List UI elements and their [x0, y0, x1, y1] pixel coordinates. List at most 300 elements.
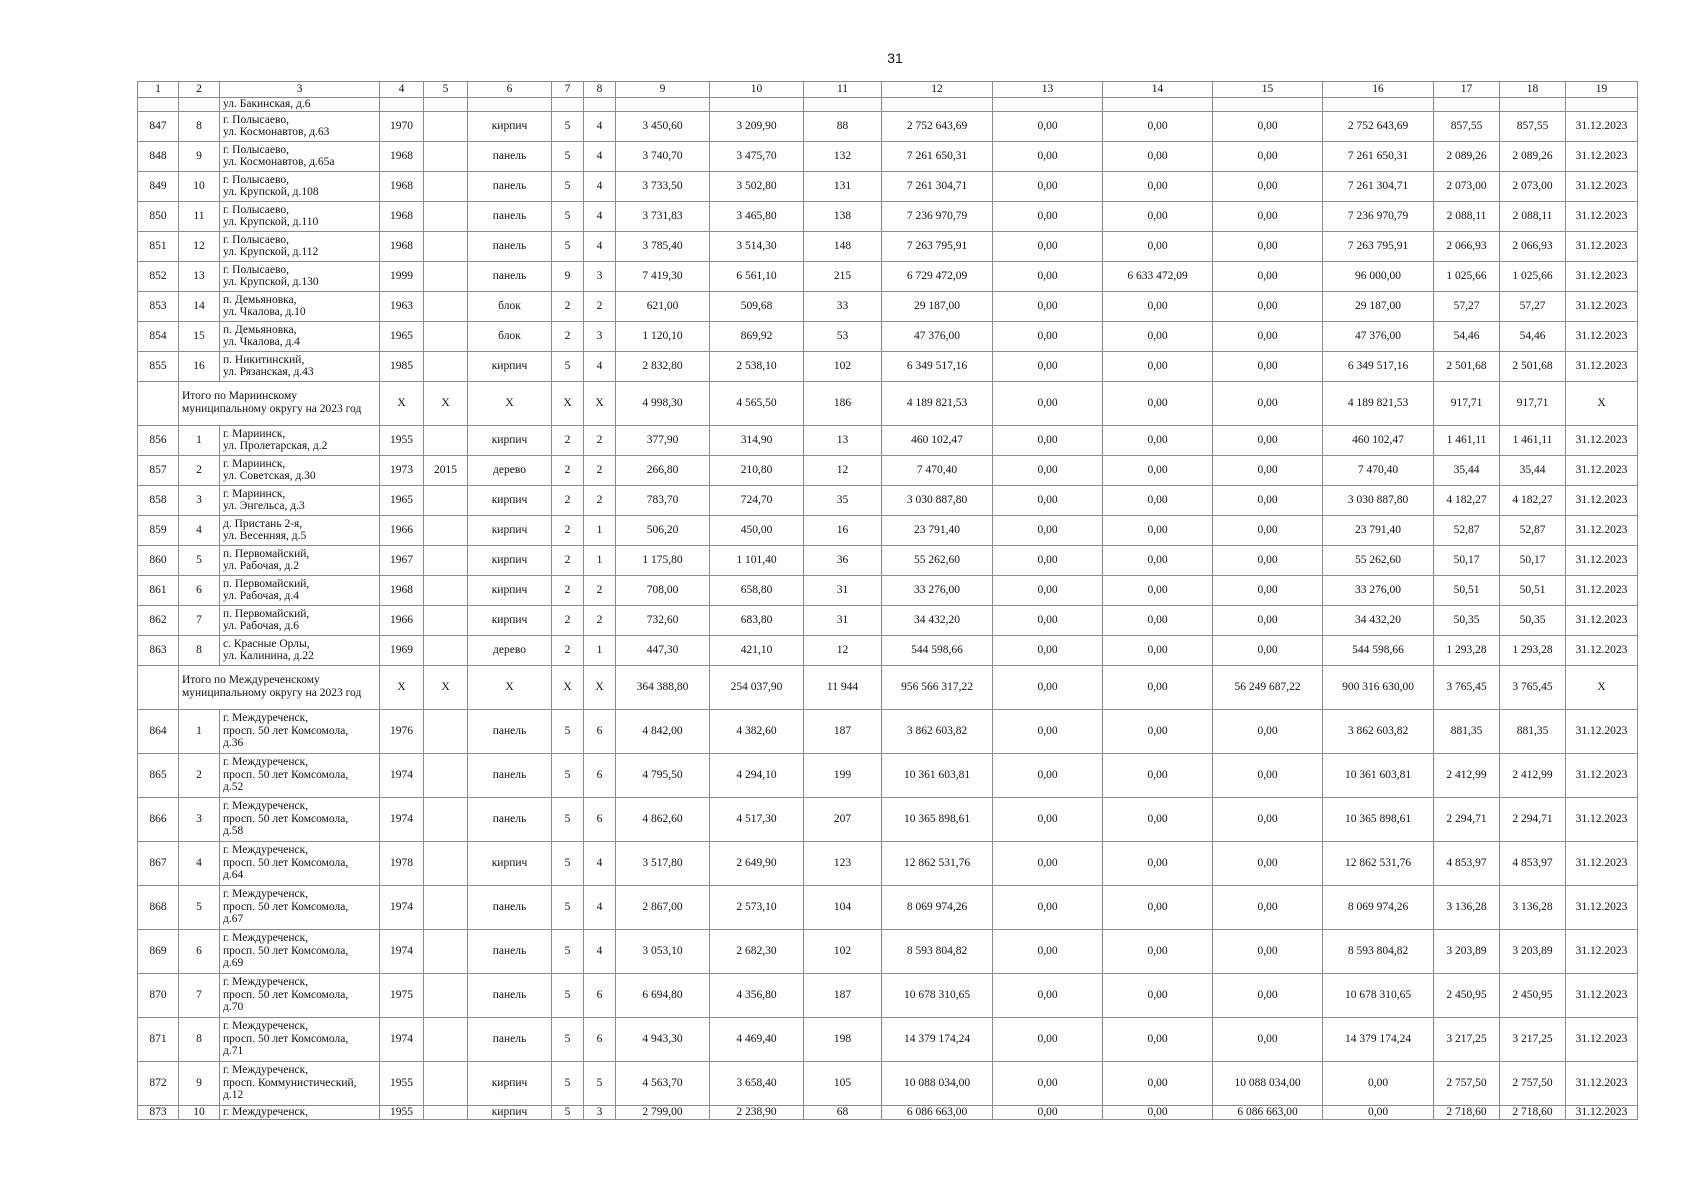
- table-cell: [424, 973, 468, 1017]
- table-cell: 0,00: [1213, 753, 1323, 797]
- table-cell: 5: [552, 841, 584, 885]
- table-cell: 5: [552, 885, 584, 929]
- table-cell: 3 658,40: [710, 1061, 804, 1105]
- table-cell: 2: [179, 753, 220, 797]
- table-cell: 0,00: [1103, 425, 1213, 455]
- table-cell: 4 182,27: [1500, 485, 1566, 515]
- table-cell: 314,90: [710, 425, 804, 455]
- table-cell: 31.12.2023: [1566, 201, 1638, 231]
- table-cell: 5: [552, 929, 584, 973]
- table-cell: 0,00: [1213, 231, 1323, 261]
- address-cell: п. Первомайский, ул. Рабочая, д.4: [220, 575, 380, 605]
- table-cell: 53: [804, 321, 882, 351]
- table-cell: 6 694,80: [616, 973, 710, 1017]
- table-cell: 0,00: [993, 635, 1103, 665]
- table-cell: 4 998,30: [616, 381, 710, 425]
- table-cell: 377,90: [616, 425, 710, 455]
- table-cell: 31.12.2023: [1566, 515, 1638, 545]
- table-cell: 2 501,68: [1434, 351, 1500, 381]
- table-cell: [424, 261, 468, 291]
- empty-cell: [138, 381, 179, 425]
- subtotal-row: [138, 665, 1638, 709]
- table-cell: 1955: [380, 425, 424, 455]
- table-cell: 724,70: [710, 485, 804, 515]
- table-cell: 5: [179, 885, 220, 929]
- table-cell: 6 086 663,00: [882, 1105, 993, 1119]
- table-cell: 849: [138, 171, 179, 201]
- table-cell: 2 757,50: [1500, 1061, 1566, 1105]
- table-cell: дерево: [468, 635, 552, 665]
- table-cell: 0,00: [1103, 885, 1213, 929]
- table-cell: 104: [804, 885, 882, 929]
- column-number-cell: 8: [584, 82, 616, 98]
- table-cell: 1968: [380, 141, 424, 171]
- table-cell: 6 633 472,09: [1103, 261, 1213, 291]
- table-cell: 266,80: [616, 455, 710, 485]
- table-cell: X: [468, 381, 552, 425]
- table-cell: 4 189 821,53: [882, 381, 993, 425]
- table-cell: 621,00: [616, 291, 710, 321]
- table-cell: 2015: [424, 455, 468, 485]
- table-cell: 1974: [380, 885, 424, 929]
- table-cell: 0,00: [1213, 973, 1323, 1017]
- table-cell: 8 593 804,82: [1323, 929, 1434, 973]
- table-cell: 254 037,90: [710, 665, 804, 709]
- address-cell: г. Междуреченск, просп. 50 лет Комсомола, д.52: [220, 753, 380, 797]
- table-cell: 12 862 531,76: [1323, 841, 1434, 885]
- table-cell: 57,27: [1500, 291, 1566, 321]
- table-cell: 13: [179, 261, 220, 291]
- address-cell: п. Первомайский, ул. Рабочая, д.2: [220, 545, 380, 575]
- table-cell: X: [424, 381, 468, 425]
- table-cell: 31.12.2023: [1566, 797, 1638, 841]
- table-cell: 5: [552, 709, 584, 753]
- table-cell: 6: [584, 709, 616, 753]
- table-cell: 0,00: [1213, 455, 1323, 485]
- table-cell: 364 388,80: [616, 665, 710, 709]
- table-cell: 31.12.2023: [1566, 1061, 1638, 1105]
- table-cell: 848: [138, 141, 179, 171]
- table-cell: [424, 111, 468, 141]
- table-cell: [1500, 98, 1566, 112]
- table-cell: 102: [804, 929, 882, 973]
- table-cell: 2 832,80: [616, 351, 710, 381]
- table-cell: 15: [179, 321, 220, 351]
- table-cell: 0,00: [1103, 111, 1213, 141]
- table-cell: 2 088,11: [1434, 201, 1500, 231]
- table-cell: 4 862,60: [616, 797, 710, 841]
- table-cell: 96 000,00: [1323, 261, 1434, 291]
- table-cell: 8 069 974,26: [882, 885, 993, 929]
- table-cell: 857: [138, 455, 179, 485]
- table-cell: 207: [804, 797, 882, 841]
- table-cell: 0,00: [1103, 141, 1213, 171]
- table-cell: 0,00: [1213, 885, 1323, 929]
- table-cell: 10: [179, 171, 220, 201]
- address-cell: г. Полысаево, ул. Космонавтов, д.65а: [220, 141, 380, 171]
- table-cell: кирпич: [468, 111, 552, 141]
- table-cell: 47 376,00: [882, 321, 993, 351]
- table-cell: 1970: [380, 111, 424, 141]
- table-cell: кирпич: [468, 605, 552, 635]
- table-cell: 199: [804, 753, 882, 797]
- table-cell: 14 379 174,24: [882, 1017, 993, 1061]
- table-cell: панель: [468, 1017, 552, 1061]
- table-cell: 869,92: [710, 321, 804, 351]
- table-cell: 1: [584, 515, 616, 545]
- table-cell: 4: [584, 201, 616, 231]
- table-cell: 4: [584, 929, 616, 973]
- table-cell: 509,68: [710, 291, 804, 321]
- address-cell: п. Демьяновка, ул. Чкалова, д.4: [220, 321, 380, 351]
- table-cell: 2 501,68: [1500, 351, 1566, 381]
- table-cell: 0,00: [1103, 635, 1213, 665]
- table-cell: 0,00: [993, 455, 1103, 485]
- table-cell: 3: [584, 261, 616, 291]
- table-cell: 5: [552, 201, 584, 231]
- table-row: [138, 201, 1638, 231]
- table-cell: 4: [584, 141, 616, 171]
- table-cell: 2: [584, 485, 616, 515]
- table-cell: 3 502,80: [710, 171, 804, 201]
- table-cell: 0,00: [993, 321, 1103, 351]
- table-cell: 31.12.2023: [1566, 575, 1638, 605]
- table-cell: 1974: [380, 753, 424, 797]
- table-cell: 2 757,50: [1434, 1061, 1500, 1105]
- table-cell: 1966: [380, 515, 424, 545]
- table-row: [138, 1061, 1638, 1105]
- table-cell: 2: [552, 515, 584, 545]
- table-cell: кирпич: [468, 425, 552, 455]
- table-cell: 1963: [380, 291, 424, 321]
- table-cell: 31.12.2023: [1566, 261, 1638, 291]
- table-row: [138, 351, 1638, 381]
- table-cell: 6: [179, 575, 220, 605]
- table-cell: 4: [179, 841, 220, 885]
- table-cell: X: [1566, 381, 1638, 425]
- table-cell: 29 187,00: [882, 291, 993, 321]
- table-cell: 0,00: [1213, 111, 1323, 141]
- table-cell: 0,00: [1103, 973, 1213, 1017]
- table-cell: 2: [179, 455, 220, 485]
- address-cell: г. Мариинск, ул. Энгельса, д.3: [220, 485, 380, 515]
- table-cell: 506,20: [616, 515, 710, 545]
- table-cell: 31.12.2023: [1566, 141, 1638, 171]
- table-cell: 1973: [380, 455, 424, 485]
- table-cell: 10 365 898,61: [882, 797, 993, 841]
- table-cell: 2: [552, 455, 584, 485]
- table-cell: 7: [179, 605, 220, 635]
- table-cell: 2 718,60: [1500, 1105, 1566, 1119]
- table-cell: 1969: [380, 635, 424, 665]
- table-cell: 3: [179, 797, 220, 841]
- table-cell: 88: [804, 111, 882, 141]
- table-cell: 5: [552, 171, 584, 201]
- table-cell: 0,00: [1213, 291, 1323, 321]
- table-cell: блок: [468, 321, 552, 351]
- table-cell: 138: [804, 201, 882, 231]
- column-number-cell: 13: [993, 82, 1103, 98]
- table-cell: 0,00: [1213, 425, 1323, 455]
- table-cell: 31.12.2023: [1566, 605, 1638, 635]
- table-cell: 10 088 034,00: [1213, 1061, 1323, 1105]
- table-cell: 31.12.2023: [1566, 1105, 1638, 1119]
- table-cell: [424, 575, 468, 605]
- table-cell: 186: [804, 381, 882, 425]
- table-cell: 0,00: [1103, 665, 1213, 709]
- table-cell: 3 733,50: [616, 171, 710, 201]
- table-cell: 6: [584, 1017, 616, 1061]
- table-cell: X: [380, 381, 424, 425]
- table-cell: [993, 98, 1103, 112]
- table-cell: 5: [552, 1061, 584, 1105]
- table-cell: 2 867,00: [616, 885, 710, 929]
- table-cell: 917,71: [1434, 381, 1500, 425]
- table-row: [138, 321, 1638, 351]
- table-cell: 68: [804, 1105, 882, 1119]
- table-cell: 0,00: [993, 709, 1103, 753]
- table-cell: 4 182,27: [1434, 485, 1500, 515]
- table-cell: 14 379 174,24: [1323, 1017, 1434, 1061]
- table-cell: кирпич: [468, 485, 552, 515]
- table-cell: 36: [804, 545, 882, 575]
- table-cell: X: [584, 381, 616, 425]
- table-cell: [424, 231, 468, 261]
- table-cell: 0,00: [1103, 545, 1213, 575]
- table-cell: 31.12.2023: [1566, 841, 1638, 885]
- table-cell: 3 862 603,82: [882, 709, 993, 753]
- table-row: [138, 753, 1638, 797]
- table-row: [138, 98, 1638, 112]
- table-cell: [424, 485, 468, 515]
- table-cell: 4 853,97: [1434, 841, 1500, 885]
- address-cell: д. Пристань 2-я, ул. Весенняя, д.5: [220, 515, 380, 545]
- table-cell: 2 089,26: [1500, 141, 1566, 171]
- table-cell: 1965: [380, 321, 424, 351]
- table-cell: 5: [552, 1105, 584, 1119]
- table-cell: 872: [138, 1061, 179, 1105]
- table-cell: 900 316 630,00: [1323, 665, 1434, 709]
- table-cell: [424, 753, 468, 797]
- address-cell: г. Междуреченск, просп. 50 лет Комсомола, д.71: [220, 1017, 380, 1061]
- table-cell: 6: [584, 797, 616, 841]
- table-cell: 4 356,80: [710, 973, 804, 1017]
- table-cell: 16: [179, 351, 220, 381]
- table-cell: 4 189 821,53: [1323, 381, 1434, 425]
- table-cell: 31: [804, 575, 882, 605]
- table-cell: 0,00: [993, 665, 1103, 709]
- table-cell: 31.12.2023: [1566, 709, 1638, 753]
- table-cell: 544 598,66: [882, 635, 993, 665]
- table-cell: [424, 351, 468, 381]
- table-cell: 6 349 517,16: [882, 351, 993, 381]
- table-cell: 1985: [380, 351, 424, 381]
- table-cell: 852: [138, 261, 179, 291]
- table-cell: 0,00: [993, 885, 1103, 929]
- table-row: [138, 797, 1638, 841]
- table-cell: 14: [179, 291, 220, 321]
- address-cell: ул. Бакинская, д.6: [220, 98, 380, 112]
- table-cell: 0,00: [993, 485, 1103, 515]
- table-cell: 683,80: [710, 605, 804, 635]
- table-cell: 4 517,30: [710, 797, 804, 841]
- table-cell: 2 066,93: [1500, 231, 1566, 261]
- address-cell: г. Междуреченск, просп. 50 лет Комсомола, д.69: [220, 929, 380, 973]
- table-cell: 856: [138, 425, 179, 455]
- address-cell: г. Полысаево, ул. Космонавтов, д.63: [220, 111, 380, 141]
- table-cell: [424, 425, 468, 455]
- table-cell: 5: [552, 1017, 584, 1061]
- table-cell: 11 944: [804, 665, 882, 709]
- table-cell: 6: [584, 973, 616, 1017]
- table-cell: 12: [179, 231, 220, 261]
- table-body: [138, 98, 1638, 1120]
- table-cell: 0,00: [1103, 605, 1213, 635]
- table-cell: 867: [138, 841, 179, 885]
- table-cell: 0,00: [1213, 351, 1323, 381]
- table-cell: 31.12.2023: [1566, 929, 1638, 973]
- table-cell: 6 086 663,00: [1213, 1105, 1323, 1119]
- table-cell: 3 053,10: [616, 929, 710, 973]
- table-cell: 1999: [380, 261, 424, 291]
- table-cell: 1974: [380, 929, 424, 973]
- table-cell: 0,00: [993, 291, 1103, 321]
- table-cell: 865: [138, 753, 179, 797]
- table-cell: [1323, 98, 1434, 112]
- table-cell: 2 682,30: [710, 929, 804, 973]
- table-cell: 0,00: [1103, 515, 1213, 545]
- table-cell: 3: [584, 321, 616, 351]
- table-cell: 1974: [380, 1017, 424, 1061]
- table-cell: 2: [552, 291, 584, 321]
- table-cell: 9: [179, 141, 220, 171]
- table-cell: 3: [584, 1105, 616, 1119]
- table-cell: 1968: [380, 201, 424, 231]
- table-cell: 881,35: [1500, 709, 1566, 753]
- table-cell: 5: [552, 973, 584, 1017]
- table-cell: 0,00: [993, 111, 1103, 141]
- table-cell: 4 943,30: [616, 1017, 710, 1061]
- table-cell: 5: [552, 231, 584, 261]
- table-cell: 0,00: [993, 753, 1103, 797]
- table-cell: 105: [804, 1061, 882, 1105]
- table-cell: 0,00: [1103, 291, 1213, 321]
- table-cell: дерево: [468, 455, 552, 485]
- table-cell: 2 573,10: [710, 885, 804, 929]
- table-cell: 3 740,70: [616, 141, 710, 171]
- table-cell: 3 475,70: [710, 141, 804, 171]
- table-cell: 3 765,45: [1434, 665, 1500, 709]
- address-cell: г. Междуреченск,: [220, 1105, 380, 1119]
- table-cell: панель: [468, 753, 552, 797]
- table-cell: 2: [552, 545, 584, 575]
- table-cell: 0,00: [1213, 841, 1323, 885]
- table-cell: 0,00: [1103, 709, 1213, 753]
- table-cell: 853: [138, 291, 179, 321]
- address-cell: п. Первомайский, ул. Рабочая, д.6: [220, 605, 380, 635]
- table-cell: 1968: [380, 171, 424, 201]
- table-cell: 23 791,40: [1323, 515, 1434, 545]
- table-cell: 3 514,30: [710, 231, 804, 261]
- table-cell: 50,51: [1434, 575, 1500, 605]
- table-row: [138, 141, 1638, 171]
- table-cell: 2 412,99: [1500, 753, 1566, 797]
- table-cell: 31: [804, 605, 882, 635]
- table-cell: 31.12.2023: [1566, 753, 1638, 797]
- table-cell: 708,00: [616, 575, 710, 605]
- table-cell: 1: [179, 425, 220, 455]
- address-cell: п. Никитинский, ул. Рязанская, д.43: [220, 351, 380, 381]
- table-cell: 0,00: [993, 351, 1103, 381]
- table-cell: 131: [804, 171, 882, 201]
- table-cell: 5: [584, 1061, 616, 1105]
- table-cell: 7 261 650,31: [1323, 141, 1434, 171]
- table-cell: 870: [138, 973, 179, 1017]
- table-cell: 12: [804, 635, 882, 665]
- table-cell: 1966: [380, 605, 424, 635]
- table-cell: 0,00: [1213, 635, 1323, 665]
- table-cell: 187: [804, 973, 882, 1017]
- table-cell: [424, 321, 468, 351]
- table-cell: 4: [584, 171, 616, 201]
- table-cell: 2 238,90: [710, 1105, 804, 1119]
- table-cell: 0,00: [1103, 1105, 1213, 1119]
- table-cell: 29 187,00: [1323, 291, 1434, 321]
- table-cell: [424, 1061, 468, 1105]
- table-cell: 860: [138, 545, 179, 575]
- column-number-cell: 4: [380, 82, 424, 98]
- table-cell: 450,00: [710, 515, 804, 545]
- table-cell: [424, 545, 468, 575]
- table-cell: X: [424, 665, 468, 709]
- table-cell: 3: [179, 485, 220, 515]
- table-cell: 0,00: [1213, 171, 1323, 201]
- table-cell: 956 566 317,22: [882, 665, 993, 709]
- table-cell: 31.12.2023: [1566, 1017, 1638, 1061]
- table-cell: 2: [584, 291, 616, 321]
- table-cell: 1: [584, 545, 616, 575]
- table-row: [138, 545, 1638, 575]
- table-cell: 855: [138, 351, 179, 381]
- table-cell: 863: [138, 635, 179, 665]
- table-cell: 1: [584, 635, 616, 665]
- table-cell: 3 203,89: [1500, 929, 1566, 973]
- table-cell: 421,10: [710, 635, 804, 665]
- table-cell: 0,00: [1213, 515, 1323, 545]
- column-number-cell: 16: [1323, 82, 1434, 98]
- table-cell: 4: [584, 841, 616, 885]
- table-cell: кирпич: [468, 515, 552, 545]
- table-cell: 1 461,11: [1434, 425, 1500, 455]
- table-cell: панель: [468, 709, 552, 753]
- table-cell: 31.12.2023: [1566, 485, 1638, 515]
- address-cell: п. Демьяновка, ул. Чкалова, д.10: [220, 291, 380, 321]
- table-cell: панель: [468, 201, 552, 231]
- table-cell: [424, 1017, 468, 1061]
- page-number: 31: [887, 50, 903, 66]
- table-cell: 1968: [380, 231, 424, 261]
- table-cell: 0,00: [993, 1105, 1103, 1119]
- table-cell: 1 025,66: [1500, 261, 1566, 291]
- table-cell: 3 217,25: [1434, 1017, 1500, 1061]
- address-cell: г. Междуреченск, просп. 50 лет Комсомола, д.67: [220, 885, 380, 929]
- table-cell: 0,00: [993, 141, 1103, 171]
- table-cell: 4: [584, 111, 616, 141]
- table-cell: 50,35: [1500, 605, 1566, 635]
- address-cell: г. Междуреченск, просп. 50 лет Комсомола, д.70: [220, 973, 380, 1017]
- table-cell: 10: [179, 1105, 220, 1119]
- table-cell: 3 136,28: [1434, 885, 1500, 929]
